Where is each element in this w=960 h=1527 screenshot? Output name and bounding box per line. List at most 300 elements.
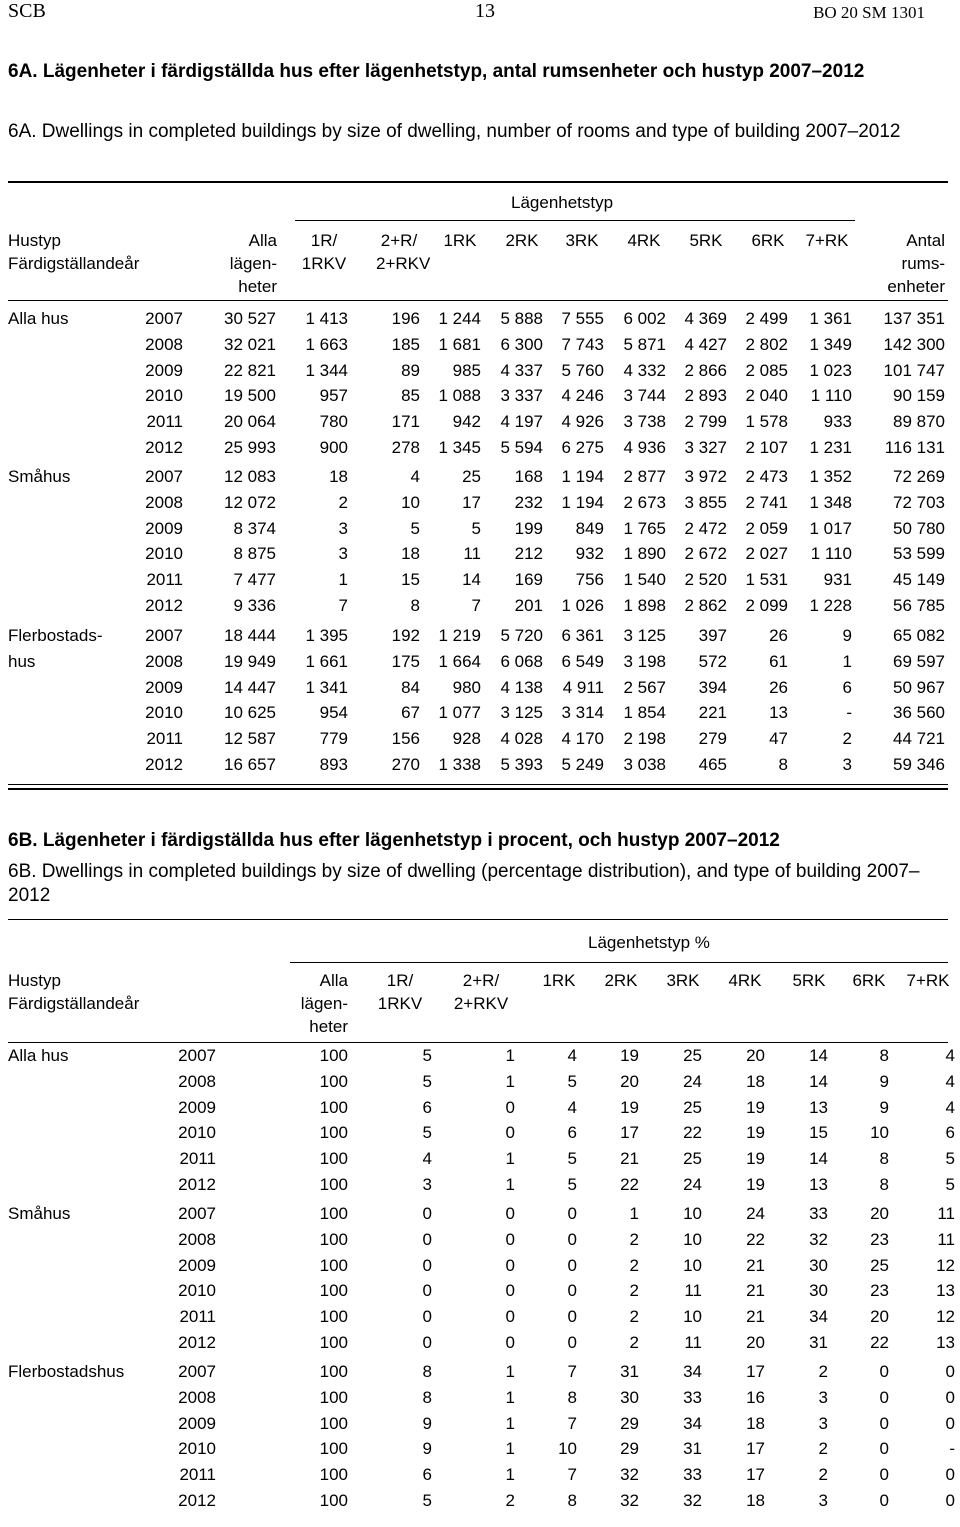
table-cell: 954 bbox=[319, 703, 348, 723]
table-cell: 85 bbox=[401, 386, 420, 406]
table-cell: 7 555 bbox=[561, 309, 604, 328]
table-cell: 1 bbox=[505, 1439, 515, 1459]
table-cell: 5 bbox=[422, 1123, 432, 1143]
table-cell: 20 bbox=[746, 1333, 765, 1352]
table-cell: 9 336 bbox=[233, 596, 276, 615]
table-cell: 221 bbox=[698, 703, 727, 723]
table-cell: 3 337 bbox=[500, 386, 543, 406]
table-cell: 31 bbox=[683, 1439, 702, 1459]
table-cell: 3 bbox=[422, 1175, 432, 1194]
table-cell: 1 bbox=[505, 1149, 515, 1169]
table-cell: 19 bbox=[620, 1046, 639, 1065]
table-cell: 2011 bbox=[179, 1149, 216, 1169]
table-cell: 32 bbox=[809, 1229, 828, 1249]
table-cell: 1 bbox=[505, 1071, 515, 1091]
table-cell: 1 540 bbox=[623, 570, 666, 590]
table-cell: 5 bbox=[945, 1149, 955, 1169]
table-cell: 14 bbox=[809, 1149, 828, 1169]
table-cell: 3 125 bbox=[500, 703, 543, 723]
table-cell: 928 bbox=[452, 729, 481, 749]
table-cell: 7 743 bbox=[561, 334, 604, 354]
table-cell: 100 bbox=[319, 1413, 348, 1433]
table-cell: 1 338 bbox=[438, 755, 481, 774]
table-cell: 10 bbox=[870, 1123, 889, 1143]
table-cell: 169 bbox=[514, 570, 543, 590]
table-cell: 29 bbox=[620, 1439, 639, 1459]
table-row bbox=[0, 1204, 960, 1224]
group-label: Flerbostadshus bbox=[8, 1362, 125, 1381]
table-cell: 0 bbox=[505, 1281, 515, 1301]
table-cell: 2012 bbox=[145, 438, 183, 457]
table-cell: 192 bbox=[391, 626, 420, 645]
table-row bbox=[0, 309, 960, 329]
table-cell: 0 bbox=[567, 1333, 577, 1352]
table-cell: 5 594 bbox=[500, 438, 543, 457]
table-rule bbox=[290, 962, 948, 963]
table-cell: 0 bbox=[422, 1333, 432, 1352]
table-cell: 2008 bbox=[145, 334, 183, 354]
table-cell: 0 bbox=[422, 1204, 432, 1223]
table-cell: 26 bbox=[769, 677, 788, 697]
table-cell: 2009 bbox=[178, 1255, 216, 1275]
table-row bbox=[0, 729, 960, 749]
table-cell: 2008 bbox=[178, 1071, 216, 1091]
table-cell: 9 bbox=[879, 1097, 889, 1117]
table-cell: 16 bbox=[746, 1387, 765, 1407]
table-cell: 2 499 bbox=[745, 309, 788, 328]
table-cell: 201 bbox=[514, 596, 543, 615]
table-cell: 3 738 bbox=[623, 412, 666, 432]
table-cell: 2 059 bbox=[745, 518, 788, 538]
table-cell: 2 893 bbox=[684, 386, 727, 406]
table-row bbox=[0, 1281, 960, 1301]
table-cell: 2 bbox=[629, 1281, 639, 1301]
table-cell: 1 663 bbox=[305, 334, 348, 354]
table-cell: 4 337 bbox=[500, 360, 543, 380]
table-cell: 24 bbox=[746, 1204, 765, 1223]
table-cell: 19 500 bbox=[224, 386, 276, 406]
table-cell: 0 bbox=[945, 1362, 955, 1381]
table-cell: 30 bbox=[620, 1387, 639, 1407]
table-cell: 101 747 bbox=[883, 360, 945, 380]
table-cell: 168 bbox=[514, 467, 543, 486]
table-cell: 7 bbox=[567, 1413, 577, 1433]
col-header-type: 1R/ 1RKV bbox=[377, 971, 423, 1013]
table-cell: 2 673 bbox=[623, 492, 666, 512]
table-cell: 6 068 bbox=[500, 651, 543, 671]
table-cell: 2 bbox=[818, 1439, 828, 1459]
table-cell: 2010 bbox=[145, 703, 183, 723]
table-cell: 30 bbox=[809, 1281, 828, 1301]
table-cell: 2 bbox=[338, 492, 348, 512]
table-cell: 18 bbox=[746, 1491, 765, 1510]
table-cell: 6 bbox=[945, 1123, 955, 1143]
table-cell: 1 344 bbox=[305, 360, 348, 380]
table-cell: 9 bbox=[422, 1439, 432, 1459]
table-cell: 18 bbox=[746, 1071, 765, 1091]
table-row bbox=[0, 1123, 960, 1143]
group-label: Alla hus bbox=[8, 1046, 69, 1065]
table-cell: 19 bbox=[620, 1097, 639, 1117]
table-cell: 2 877 bbox=[623, 467, 666, 486]
table-cell: 0 bbox=[945, 1465, 955, 1485]
table-cell: 24 bbox=[683, 1175, 702, 1194]
table-cell: 100 bbox=[319, 1362, 348, 1381]
table-cell: 25 bbox=[462, 467, 481, 486]
table-row bbox=[0, 596, 960, 616]
table-cell: 0 bbox=[879, 1413, 889, 1433]
table-cell: 21 bbox=[746, 1307, 765, 1327]
table-cell: 572 bbox=[698, 651, 727, 671]
table-cell: 2008 bbox=[178, 1387, 216, 1407]
table-cell: 0 bbox=[945, 1413, 955, 1433]
table-cell: 2012 bbox=[145, 596, 183, 615]
table-cell: 1 345 bbox=[438, 438, 481, 457]
table-cell: 10 bbox=[683, 1229, 702, 1249]
table-cell: 20 064 bbox=[224, 412, 276, 432]
table-cell: 2008 bbox=[145, 492, 183, 512]
table-cell: 13 bbox=[809, 1097, 828, 1117]
table-cell: 0 bbox=[567, 1204, 577, 1223]
table-cell: 50 780 bbox=[893, 518, 945, 538]
table-cell: 1 bbox=[842, 651, 852, 671]
table-cell: 100 bbox=[319, 1204, 348, 1223]
table-row bbox=[0, 626, 960, 646]
table-cell: 2 085 bbox=[745, 360, 788, 380]
table-row bbox=[0, 544, 960, 564]
table-cell: 137 351 bbox=[883, 309, 945, 328]
table-cell: 34 bbox=[683, 1413, 702, 1433]
table-cell: 5 bbox=[410, 518, 420, 538]
table-row bbox=[0, 1491, 960, 1511]
table-cell: 10 bbox=[401, 492, 420, 512]
table-cell: 1 531 bbox=[745, 570, 788, 590]
table-cell: 12 072 bbox=[224, 492, 276, 512]
table-cell: 957 bbox=[319, 386, 348, 406]
table-row bbox=[0, 1307, 960, 1327]
table-cell: 2011 bbox=[146, 412, 183, 432]
table-cell: 1 017 bbox=[809, 518, 852, 538]
table-cell: 24 bbox=[683, 1071, 702, 1091]
table-cell: 4 332 bbox=[623, 360, 666, 380]
table-rule bbox=[8, 300, 948, 301]
table-cell: 13 bbox=[936, 1281, 955, 1301]
table-cell: 25 993 bbox=[224, 438, 276, 457]
table-cell: 2 866 bbox=[684, 360, 727, 380]
table-cell: 2009 bbox=[178, 1413, 216, 1433]
table-cell: 7 bbox=[338, 596, 348, 615]
table-cell: 0 bbox=[505, 1255, 515, 1275]
table-cell: 19 949 bbox=[224, 651, 276, 671]
table-cell: 72 703 bbox=[893, 492, 945, 512]
table-cell: 6 275 bbox=[561, 438, 604, 457]
table-cell: 17 bbox=[746, 1362, 765, 1381]
table-cell: 3 327 bbox=[684, 438, 727, 457]
table-cell: 67 bbox=[401, 703, 420, 723]
table-cell: 465 bbox=[698, 755, 727, 774]
table-cell: 0 bbox=[567, 1229, 577, 1249]
table-cell: 19 bbox=[746, 1123, 765, 1143]
table-cell: 9 bbox=[842, 626, 852, 645]
table-cell: 1 023 bbox=[809, 360, 852, 380]
table-rule bbox=[8, 181, 948, 183]
table-cell: 6 549 bbox=[561, 651, 604, 671]
table-cell: 2008 bbox=[145, 651, 183, 671]
table-cell: 22 bbox=[683, 1123, 702, 1143]
table-cell: 1 110 bbox=[810, 544, 852, 564]
table-cell: 5 760 bbox=[561, 360, 604, 380]
table-cell: 1 898 bbox=[623, 596, 666, 615]
table-cell: 25 bbox=[683, 1149, 702, 1169]
table-cell: 34 bbox=[809, 1307, 828, 1327]
table-cell: 933 bbox=[823, 412, 852, 432]
table-cell: 394 bbox=[698, 677, 727, 697]
table-cell: 2 bbox=[629, 1333, 639, 1352]
table-cell: 2011 bbox=[146, 570, 183, 590]
table-cell: 0 bbox=[567, 1255, 577, 1275]
table-cell: 6 bbox=[422, 1465, 432, 1485]
table-row bbox=[0, 519, 960, 539]
table-cell: 20 bbox=[620, 1071, 639, 1091]
table-cell: 0 bbox=[567, 1307, 577, 1327]
col-header-type: 6RK bbox=[852, 971, 886, 990]
header-right: BO 20 SM 1301 bbox=[813, 3, 925, 22]
table-cell: 18 444 bbox=[224, 626, 276, 645]
table-row bbox=[0, 1333, 960, 1353]
table-cell: 3 125 bbox=[623, 626, 666, 645]
page-header bbox=[0, 0, 960, 24]
table-cell: 3 038 bbox=[623, 755, 666, 774]
col-header-hustyp: Hustyp bbox=[8, 231, 61, 250]
table-cell: 21 bbox=[620, 1149, 639, 1169]
table-cell: 2 741 bbox=[745, 492, 788, 512]
table-cell: 1 026 bbox=[561, 596, 604, 615]
table-cell: 2007 bbox=[145, 309, 183, 328]
table-cell: 5 bbox=[567, 1071, 577, 1091]
table-cell: 5 bbox=[422, 1071, 432, 1091]
table-cell: 13 bbox=[936, 1333, 955, 1352]
table-cell: 1 413 bbox=[305, 309, 348, 328]
table-cell: 84 bbox=[401, 677, 420, 697]
table-row bbox=[0, 703, 960, 723]
table-cell: 3 bbox=[818, 1491, 828, 1510]
table-cell: 0 bbox=[505, 1097, 515, 1117]
table-cell: 2008 bbox=[178, 1229, 216, 1249]
table-cell: 16 657 bbox=[224, 755, 276, 774]
table-cell: 2 198 bbox=[623, 729, 666, 749]
table-cell: 2 799 bbox=[684, 412, 727, 432]
table-cell: 7 477 bbox=[233, 570, 276, 590]
table-cell: 11 bbox=[684, 1333, 702, 1352]
table-cell: 4 bbox=[567, 1046, 577, 1065]
table-cell: 4 bbox=[422, 1149, 432, 1169]
table-cell: 31 bbox=[620, 1362, 639, 1381]
table-cell: 756 bbox=[575, 570, 604, 590]
table-cell: 2 bbox=[818, 1465, 828, 1485]
col-header-type: 3RK bbox=[666, 971, 700, 990]
table-cell: 2009 bbox=[145, 360, 183, 380]
table-cell: 8 bbox=[422, 1362, 432, 1381]
table-cell: 32 bbox=[620, 1491, 639, 1510]
group-header: Lägenhetstyp bbox=[511, 193, 614, 212]
table-cell: 0 bbox=[505, 1204, 515, 1223]
table-row bbox=[0, 335, 960, 355]
table-cell: 7 bbox=[471, 596, 481, 615]
table-cell: 1 765 bbox=[623, 518, 666, 538]
table-cell: 10 bbox=[683, 1255, 702, 1275]
table-cell: 196 bbox=[391, 309, 420, 328]
table-cell: 14 bbox=[462, 570, 481, 590]
table-cell: 59 346 bbox=[893, 755, 945, 774]
table-cell: 50 967 bbox=[893, 677, 945, 697]
table-cell: 1 854 bbox=[623, 703, 666, 723]
table-cell: 30 bbox=[809, 1255, 828, 1275]
table-cell: 17 bbox=[746, 1465, 765, 1485]
table-cell: 4 bbox=[410, 467, 420, 486]
col-header-type: 5RK bbox=[689, 231, 723, 250]
table-cell: 0 bbox=[422, 1255, 432, 1275]
table-cell: 11 bbox=[937, 1204, 955, 1223]
table-cell: 29 bbox=[620, 1413, 639, 1433]
table-cell: 5 888 bbox=[500, 309, 543, 328]
table-cell: 2 099 bbox=[745, 596, 788, 615]
table-cell: 8 374 bbox=[233, 518, 276, 538]
table-cell: 18 bbox=[746, 1413, 765, 1433]
table-cell: 2 bbox=[629, 1229, 639, 1249]
table-row bbox=[0, 755, 960, 775]
table-cell: 69 597 bbox=[893, 651, 945, 671]
table-cell: 2 473 bbox=[745, 467, 788, 486]
table-row bbox=[0, 1230, 960, 1250]
table-cell: 1 664 bbox=[438, 651, 481, 671]
table-cell: 278 bbox=[391, 438, 420, 457]
table-cell: 8 bbox=[879, 1175, 889, 1194]
table-cell: 6 300 bbox=[500, 334, 543, 354]
table-cell: 1 bbox=[505, 1387, 515, 1407]
table-cell: 6 002 bbox=[623, 309, 666, 328]
table-cell: 23 bbox=[870, 1229, 889, 1249]
table-cell: 17 bbox=[462, 492, 481, 512]
table-cell: 2011 bbox=[179, 1307, 216, 1327]
table-row bbox=[0, 1098, 960, 1118]
table-cell: 33 bbox=[683, 1387, 702, 1407]
table-cell: 2009 bbox=[145, 677, 183, 697]
table-cell: 1 395 bbox=[305, 626, 348, 645]
table-cell: 20 bbox=[746, 1046, 765, 1065]
table-cell: 7 bbox=[567, 1465, 577, 1485]
table-row bbox=[0, 361, 960, 381]
table-cell: 893 bbox=[319, 755, 348, 774]
table-cell: 12 083 bbox=[224, 467, 276, 486]
table-cell: 1 088 bbox=[438, 386, 481, 406]
table-cell: 11 bbox=[463, 544, 481, 564]
table-cell: 4 170 bbox=[561, 729, 604, 749]
table-cell: 22 bbox=[620, 1175, 639, 1194]
table-cell: 2010 bbox=[145, 544, 183, 564]
table-cell: 2012 bbox=[178, 1175, 216, 1194]
table-cell: 1 194 bbox=[561, 492, 604, 512]
table-cell: 26 bbox=[769, 626, 788, 645]
table-cell: 2 bbox=[629, 1255, 639, 1275]
table-cell: 72 269 bbox=[893, 467, 945, 486]
table-cell: 2 520 bbox=[684, 570, 727, 590]
table-cell: 199 bbox=[514, 518, 543, 538]
col-header-type: 4RK bbox=[728, 971, 762, 990]
table-cell: 8 bbox=[879, 1149, 889, 1169]
table-cell: 942 bbox=[452, 412, 481, 432]
table-row bbox=[0, 412, 960, 432]
table-cell: 5 871 bbox=[623, 334, 666, 354]
table-cell: 985 bbox=[452, 360, 481, 380]
table-cell: 2010 bbox=[178, 1123, 216, 1143]
table-cell: 1 890 bbox=[623, 544, 666, 564]
col-header-year: Färdigställandeår bbox=[8, 994, 140, 1013]
col-header-type: 6RK bbox=[751, 231, 785, 250]
table-cell: 1 348 bbox=[809, 492, 852, 512]
col-header-type: 1RK bbox=[542, 971, 576, 990]
table-rule bbox=[8, 1042, 948, 1043]
table-cell: 8 bbox=[567, 1491, 577, 1510]
table-cell: 2 040 bbox=[745, 386, 788, 406]
table-cell: 100 bbox=[319, 1439, 348, 1459]
table-row bbox=[0, 652, 960, 672]
table-cell: 6 bbox=[567, 1123, 577, 1143]
table-cell: 0 bbox=[505, 1333, 515, 1352]
table-cell: 18 bbox=[329, 467, 348, 486]
table-cell: 2 672 bbox=[684, 544, 727, 564]
table-cell: 25 bbox=[683, 1046, 702, 1065]
table-rule bbox=[8, 784, 948, 785]
table-cell: 22 bbox=[870, 1333, 889, 1352]
table-cell: 21 bbox=[746, 1255, 765, 1275]
group-header: Lägenhetstyp % bbox=[588, 933, 710, 952]
table-cell: 0 bbox=[505, 1123, 515, 1143]
table-cell: 2012 bbox=[145, 755, 183, 774]
table-cell: 4 028 bbox=[500, 729, 543, 749]
table-cell: 270 bbox=[391, 755, 420, 774]
table-cell: 11 bbox=[937, 1229, 955, 1249]
table-cell: 3 bbox=[338, 544, 348, 564]
table-cell: 171 bbox=[391, 412, 420, 432]
table-cell: 1 361 bbox=[809, 309, 852, 328]
col-header-type: 2RK bbox=[505, 231, 539, 250]
table-cell: 14 bbox=[809, 1046, 828, 1065]
table-cell: 100 bbox=[319, 1333, 348, 1352]
table-cell: 10 bbox=[683, 1307, 702, 1327]
table-cell: 2 bbox=[629, 1307, 639, 1327]
table-cell: 6 bbox=[842, 677, 852, 697]
table-cell: 2011 bbox=[146, 729, 183, 749]
table-cell: 3 bbox=[818, 1413, 828, 1433]
table-cell: 2007 bbox=[145, 626, 183, 645]
table-cell: 1 bbox=[338, 570, 348, 590]
table-cell: 0 bbox=[945, 1387, 955, 1407]
table-cell: 4 369 bbox=[684, 309, 727, 328]
col-header-type: 2+R/ 2+RKV bbox=[376, 231, 431, 273]
table-cell: 56 785 bbox=[893, 596, 945, 615]
table-cell: 8 bbox=[410, 596, 420, 615]
table-cell: 0 bbox=[879, 1465, 889, 1485]
col-header-type: 5RK bbox=[792, 971, 826, 990]
table-cell: 19 bbox=[746, 1175, 765, 1194]
table-cell: 1 bbox=[629, 1204, 639, 1223]
table-cell: 2 862 bbox=[684, 596, 727, 615]
table-cell: 4 246 bbox=[561, 386, 604, 406]
table-cell: 5 393 bbox=[500, 755, 543, 774]
table-6b-title-en: 6B. Dwellings in completed buildings by size of dwelling (percentage distribution), and type of building 2007–2012 bbox=[8, 861, 920, 906]
table-cell: 1 110 bbox=[810, 386, 852, 406]
table-cell: 31 bbox=[809, 1333, 828, 1352]
